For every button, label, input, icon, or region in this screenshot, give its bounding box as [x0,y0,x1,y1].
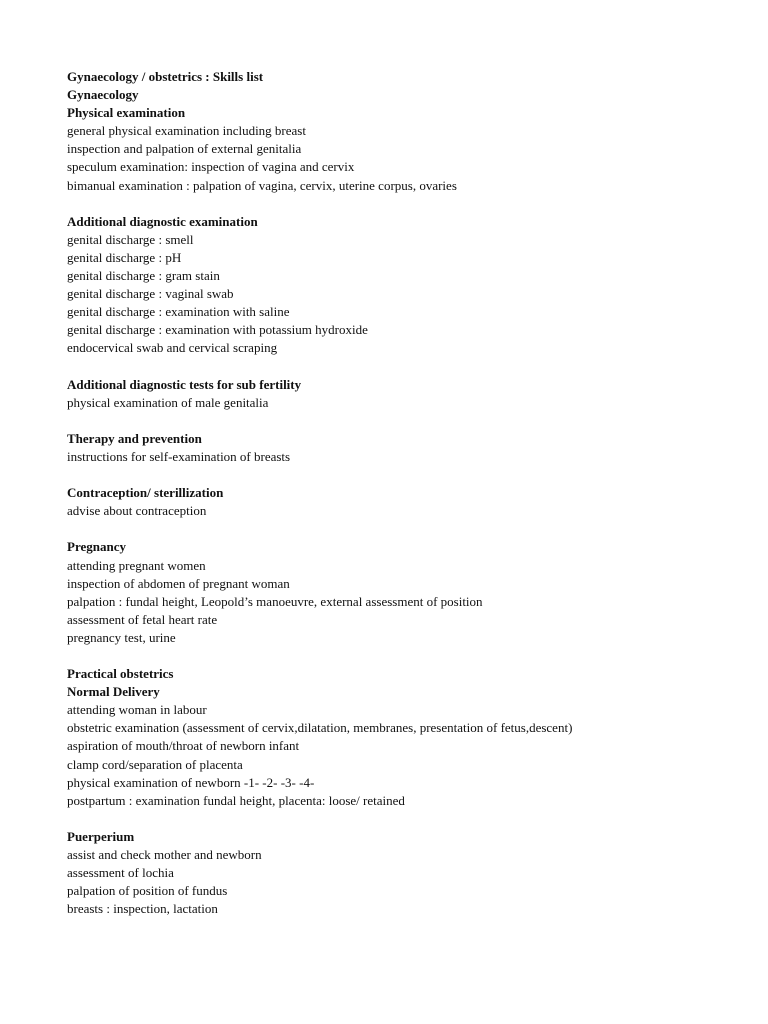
section-sub-fertility [67,376,747,412]
skill-item: bimanual examination : palpation of vagina, cervix, uterine corpus, ovaries [67,177,457,193]
skill-item: inspection and palpation of external genitalia [67,141,302,157]
blank-line [67,412,747,430]
section-heading: Puerperium [67,828,135,844]
section-heading: Therapy and prevention [67,430,202,446]
blank-line [67,195,747,213]
section-heading: Additional diagnostic examination [67,213,258,229]
skill-item: instructions for self-examination of breasts [67,448,291,464]
skill-item: inspection of abdomen of pregnant woman [67,575,290,591]
skill-item: postpartum : examination fundal height, placenta: loose/ retained [67,792,405,808]
skill-item: physical examination of male genitalia [67,394,269,410]
skill-item: physical examination of newborn -1- -2- -3- -4- [67,774,315,790]
blank-line [67,520,747,538]
section-heading: Practical obstetrics [67,666,174,682]
section-heading: Pregnancy [67,539,126,555]
skill-item: palpation : fundal height, Leopold’s manoeuvre, external assessment of position [67,593,483,609]
section-practical-obstetrics [67,665,747,810]
skill-item: genital discharge : smell [67,231,194,247]
skill-item: assist and check mother and newborn [67,847,262,863]
skill-item: advise about contraception [67,503,207,519]
skill-item: clamp cord/separation of placenta [67,756,243,772]
skill-item: attending woman in labour [67,702,207,718]
skill-item: endocervical swab and cervical scraping [67,340,278,356]
skill-item: pregnancy test, urine [67,629,176,645]
section-gynaecology [67,68,747,195]
document-page [67,68,747,918]
skill-item: general physical examination including breast [67,123,306,139]
section-additional-diagnostic-examination [67,213,747,358]
skill-item: breasts : inspection, lactation [67,901,218,917]
document-title: Gynaecology / obstetrics : Skills list [67,69,264,84]
section-heading: Contraception/ sterillization [67,485,224,501]
section-contraception [67,484,747,520]
skill-item: genital discharge : examination with potassium hydroxide [67,322,368,338]
skill-item: genital discharge : gram stain [67,268,220,284]
skill-item: genital discharge : pH [67,249,182,265]
skill-item: genital discharge : examination with saline [67,304,290,320]
section-puerperium [67,828,747,918]
section-therapy-prevention [67,430,747,466]
skill-item: assessment of lochia [67,865,174,881]
blank-line [67,810,747,828]
blank-line [67,358,747,376]
subsection-heading: Normal Delivery [67,684,160,700]
skill-item: genital discharge : vaginal swab [67,286,234,302]
skill-item: assessment of fetal heart rate [67,611,218,627]
skill-item: aspiration of mouth/throat of newborn infant [67,738,300,754]
skill-item: palpation of position of fundus [67,883,228,899]
subsection-heading: Physical examination [67,105,186,121]
section-pregnancy [67,538,747,647]
skill-item: speculum examination: inspection of vagina and cervix [67,159,355,175]
blank-line [67,647,747,665]
section-heading: Additional diagnostic tests for sub fertility [67,376,302,392]
skill-item: attending pregnant women [67,557,206,573]
blank-line [67,466,747,484]
skill-item: obstetric examination (assessment of cervix,dilatation, membranes, presentation of fetus,descent) [67,720,573,736]
section-heading: Gynaecology [67,87,139,103]
